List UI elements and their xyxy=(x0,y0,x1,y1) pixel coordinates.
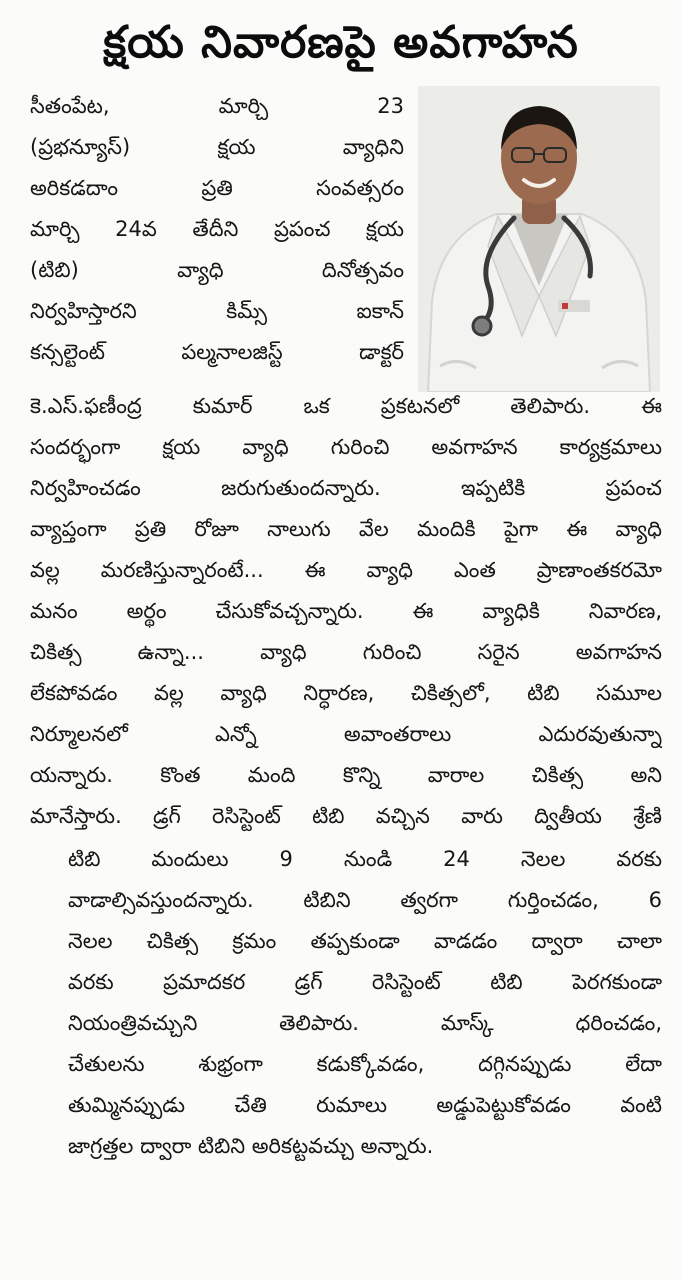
article-line: సందర్భంగా క్షయ వ్యాధి గురించి అవగాహన కార్యక్రమాలు xyxy=(30,435,662,459)
article-line: నిర్వహించడం జరుగుతుందన్నారు. ఇప్పటికి ప్రపంచ xyxy=(30,476,662,500)
headline: క్షయ నివారణపై అవగాహన xyxy=(103,17,579,68)
article-line: కె.ఎస్.ఫణీంద్ర కుమార్ ఒక ప్రకటనలో తెలిపారు. ఈ xyxy=(30,394,662,418)
article-line: వల్ల మరణిస్తున్నారంటే... ఈ వ్యాధి ఎంత ప్రాణాంతకరమో xyxy=(30,558,662,582)
article-line: వాడాల్సివస్తుందన్నారు. టిబిని త్వరగా గుర్తించడం, 6 xyxy=(68,888,662,912)
article-line: నిర్వహిస్తారని కిమ్స్ ఐకాన్ xyxy=(30,299,404,323)
doctor-portrait-icon xyxy=(418,86,660,392)
article-line: అరికడదాం ప్రతి సంవత్సరం xyxy=(30,176,404,200)
article-line: వరకు ప్రమాదకర డ్రగ్ రెసిస్టెంట్ టిబి పెరగకుండా xyxy=(68,970,662,994)
article-line: యన్నారు. కొంత మంది కొన్ని వారాల చికిత్స అని xyxy=(30,763,662,787)
article-line: నియంత్రివచ్చుని తెలిపారు. మాస్క్ ధరించడం, xyxy=(68,1011,662,1035)
article-line: (ప్రభన్యూస్) క్షయ వ్యాధిని xyxy=(30,135,404,159)
article-line: వ్యాప్తంగా ప్రతి రోజూ నాలుగు వేల మందికి పైగా ఈ వ్యాధి xyxy=(30,517,662,541)
article-line: మనం అర్థం చేసుకోవచ్చన్నారు. ఈ వ్యాధికి నివారణ, xyxy=(30,599,662,623)
article-line: నెలల చికిత్స క్రమం తప్పకుండా వాడడం ద్వారా చాలా xyxy=(68,929,662,953)
article-line: నిర్మూలనలో ఎన్నో అవాంతరాలు ఎదురవుతున్నా xyxy=(30,722,662,746)
article-line: లేకపోవడం వల్ల వ్యాధి నిర్ధారణ, చికిత్సలో, టిబి సమూల xyxy=(30,681,662,705)
article-line: చికిత్స ఉన్నా... వ్యాధి గురించి సరైన అవగాహన xyxy=(30,640,662,664)
article-line: మార్చి 24వ తేదీని ప్రపంచ క్షయ xyxy=(30,217,404,241)
article-line: సీతంపేట, మార్చి 23 xyxy=(30,94,404,118)
article-line: (టిబి) వ్యాధి దినోత్సవం xyxy=(30,258,404,282)
article-line: మానేస్తారు. డ్రగ్ రెసిస్టెంట్ టిబి వచ్చిన వారు ద్వితీయ శ్రేణి xyxy=(30,804,662,828)
article-line: టిబి మందులు 9 నుండి 24 నెలల వరకు xyxy=(68,847,662,871)
article-line: జాగ్రత్తల ద్వారా టిబిని అరికట్టవచ్చు అన్నారు. xyxy=(68,1134,434,1158)
article-line: కన్సల్టెంట్ పల్మనాలజిస్ట్ డాక్టర్ xyxy=(30,340,404,364)
article-line: చేతులను శుభ్రంగా కడుక్కోవడం, దగ్గినప్పుడు లేదా xyxy=(68,1052,662,1076)
article-line: తుమ్మినప్పుడు చేతి రుమాలు అడ్డుపెట్టుకోవడం వంటి xyxy=(68,1093,662,1117)
